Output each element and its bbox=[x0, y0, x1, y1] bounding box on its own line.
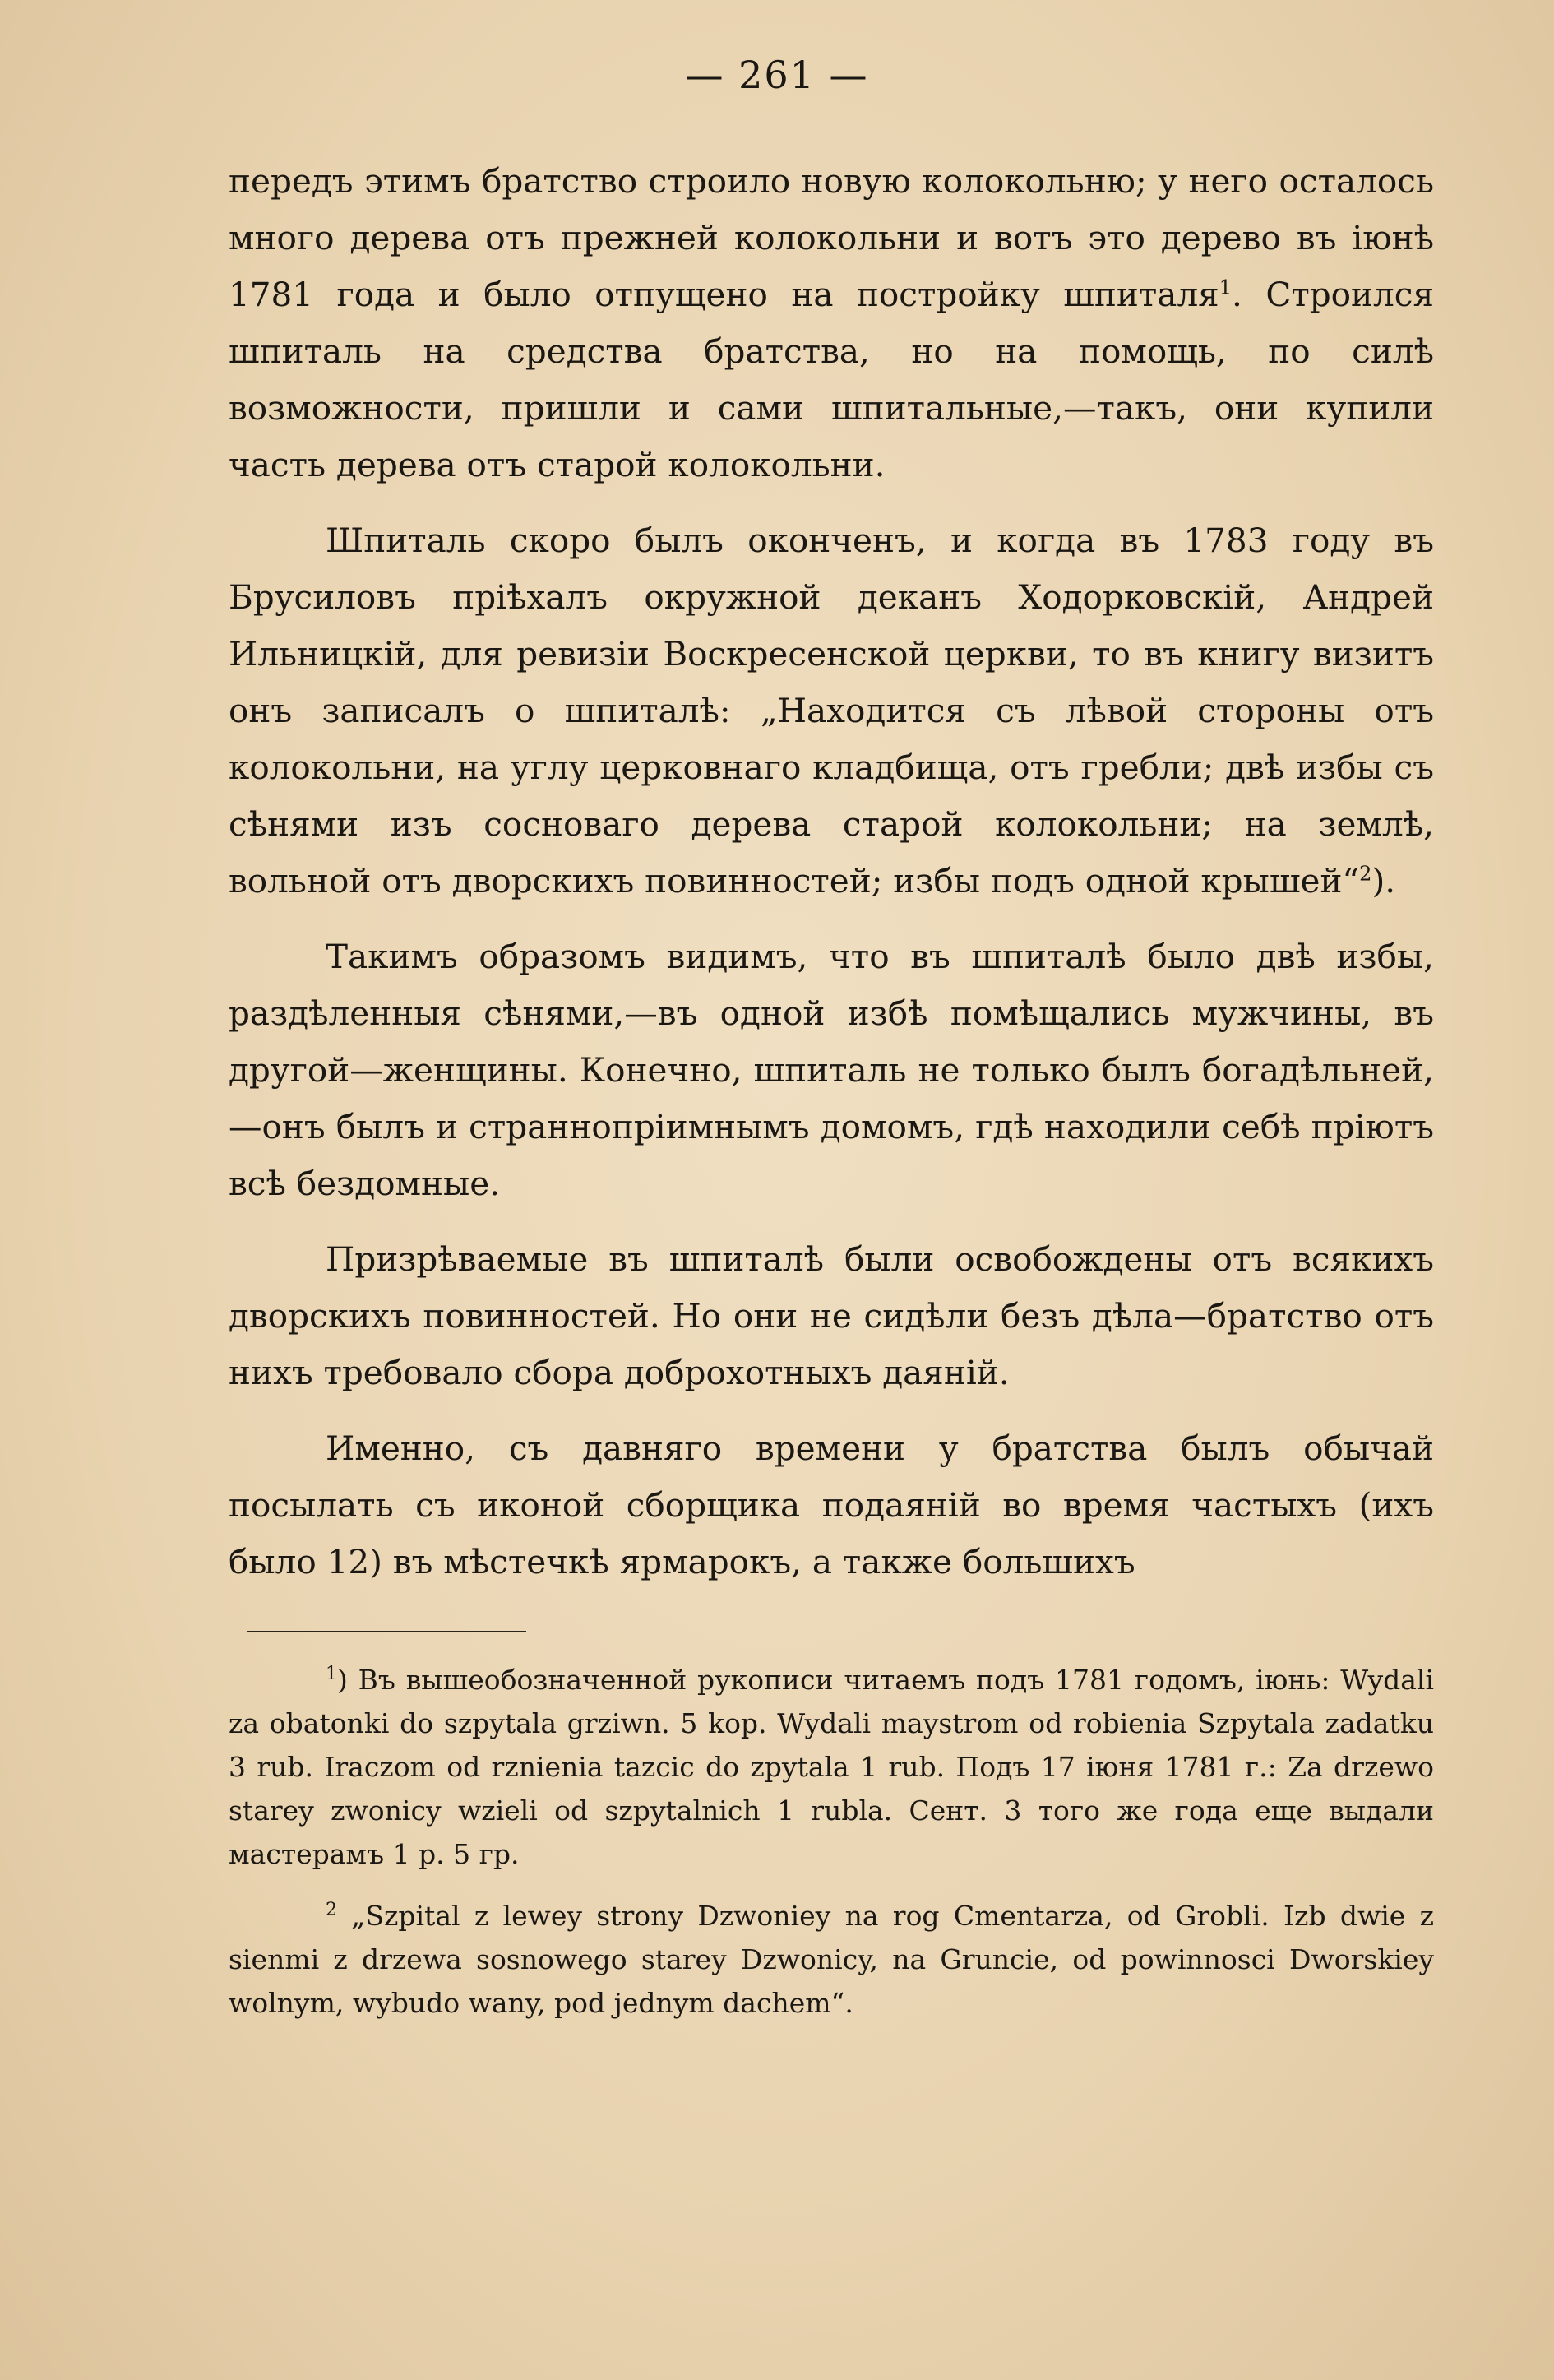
paragraph bbox=[229, 1420, 1434, 1591]
paragraph-text: Именно, съ давняго времени у братства былъ обычай посылать съ иконой сборщика подаяній во время частыхъ (ихъ было 12) въ мѣстечкѣ ярмарокъ, а также большихъ bbox=[229, 1428, 1434, 1581]
paragraph-text: передъ этимъ братство строило новую колокольню; у него осталось много дерева отъ прежней колокольни и вотъ это дерево въ іюнѣ 1781 года и было отпущено на постройку шпиталя bbox=[229, 161, 1434, 314]
footnote-text: ) Въ вышеобозначенной рукописи читаемъ подъ 1781 годомъ, іюнь: Wydali za obatonki do szpytala grziwn. 5 kop. Wydali maystrom od robienia Szpytala zadatku 3 rub. Iraczom od rznienia tazcic do zpytala 1 rub. Подъ 17 іюня 1781 г.: Za drzewo starey zwonicy wzieli od szpytalnich 1 rubla. Сент. 3 того же года еще выдали мастерамъ 1 р. 5 гр. bbox=[229, 1664, 1434, 1870]
paragraph bbox=[229, 1231, 1434, 1401]
footnote bbox=[229, 1894, 1434, 2025]
paragraph-text: Шпиталь скоро былъ оконченъ, и когда въ 1783 году въ Брусиловъ пріѣхалъ окружной деканъ Ходорковскій, Андрей Ильницкій, для ревизіи Воскресенской церкви, то въ книгу визитъ онъ записалъ о шпиталѣ: „Находится съ лѣвой стороны отъ колокольни, на углу церковнаго кладбища, отъ гребли; двѣ избы съ сѣнями изъ сосноваго дерева старой колокольни; на землѣ, вольной отъ дворскихъ повинностей; избы подъ одной крышей“ bbox=[229, 521, 1434, 901]
paragraph bbox=[229, 928, 1434, 1212]
footnote-mark: 2 bbox=[326, 1900, 337, 1920]
paragraph bbox=[229, 512, 1434, 910]
paragraph bbox=[229, 153, 1434, 493]
footnote-divider bbox=[247, 1631, 526, 1632]
paragraph-text: Призрѣваемые въ шпиталѣ были освобождены отъ всякихъ дворскихъ повинностей. Но они не сидѣли безъ дѣла—братство отъ нихъ требовало сбора доброхотныхъ даяній. bbox=[229, 1239, 1434, 1392]
paragraph-text: Такимъ образомъ видимъ, что въ шпиталѣ было двѣ избы, раздѣленныя сѣнями,—въ одной избѣ помѣщались мужчины, въ другой—женщины. Конечно, шпиталь не только былъ богадѣльней,—онъ былъ и страннопріимнымъ домомъ, гдѣ находили себѣ пріютъ всѣ бездомные. bbox=[229, 937, 1434, 1203]
body-text bbox=[229, 153, 1434, 1609]
footnote-mark: 1 bbox=[326, 1664, 337, 1684]
page-number: — 261 — bbox=[685, 53, 869, 97]
footnotes bbox=[229, 1658, 1434, 2043]
footnote-ref: 1 bbox=[1219, 276, 1233, 299]
paragraph-text: ). bbox=[1371, 861, 1396, 901]
footnote-text: „Szpital z lewey strony Dzwoniey na rog Cmentarza, od Grobli. Izb dwie z sienmi z drzewa sosnowego starey Dzwonicy, na Gruncie, od powinnosci Dworskiey wolnym, wybudo wany, pod jednym dachem“. bbox=[229, 1900, 1434, 2019]
footnote-ref: 2 bbox=[1359, 862, 1372, 886]
paragraph-text: . Строился шпиталь на средства братства, но на помощь, по силѣ возможности, пришли и сами шпитальные,—такъ, они купили часть дерева отъ старой колокольни. bbox=[229, 275, 1434, 484]
footnote bbox=[229, 1658, 1434, 1876]
